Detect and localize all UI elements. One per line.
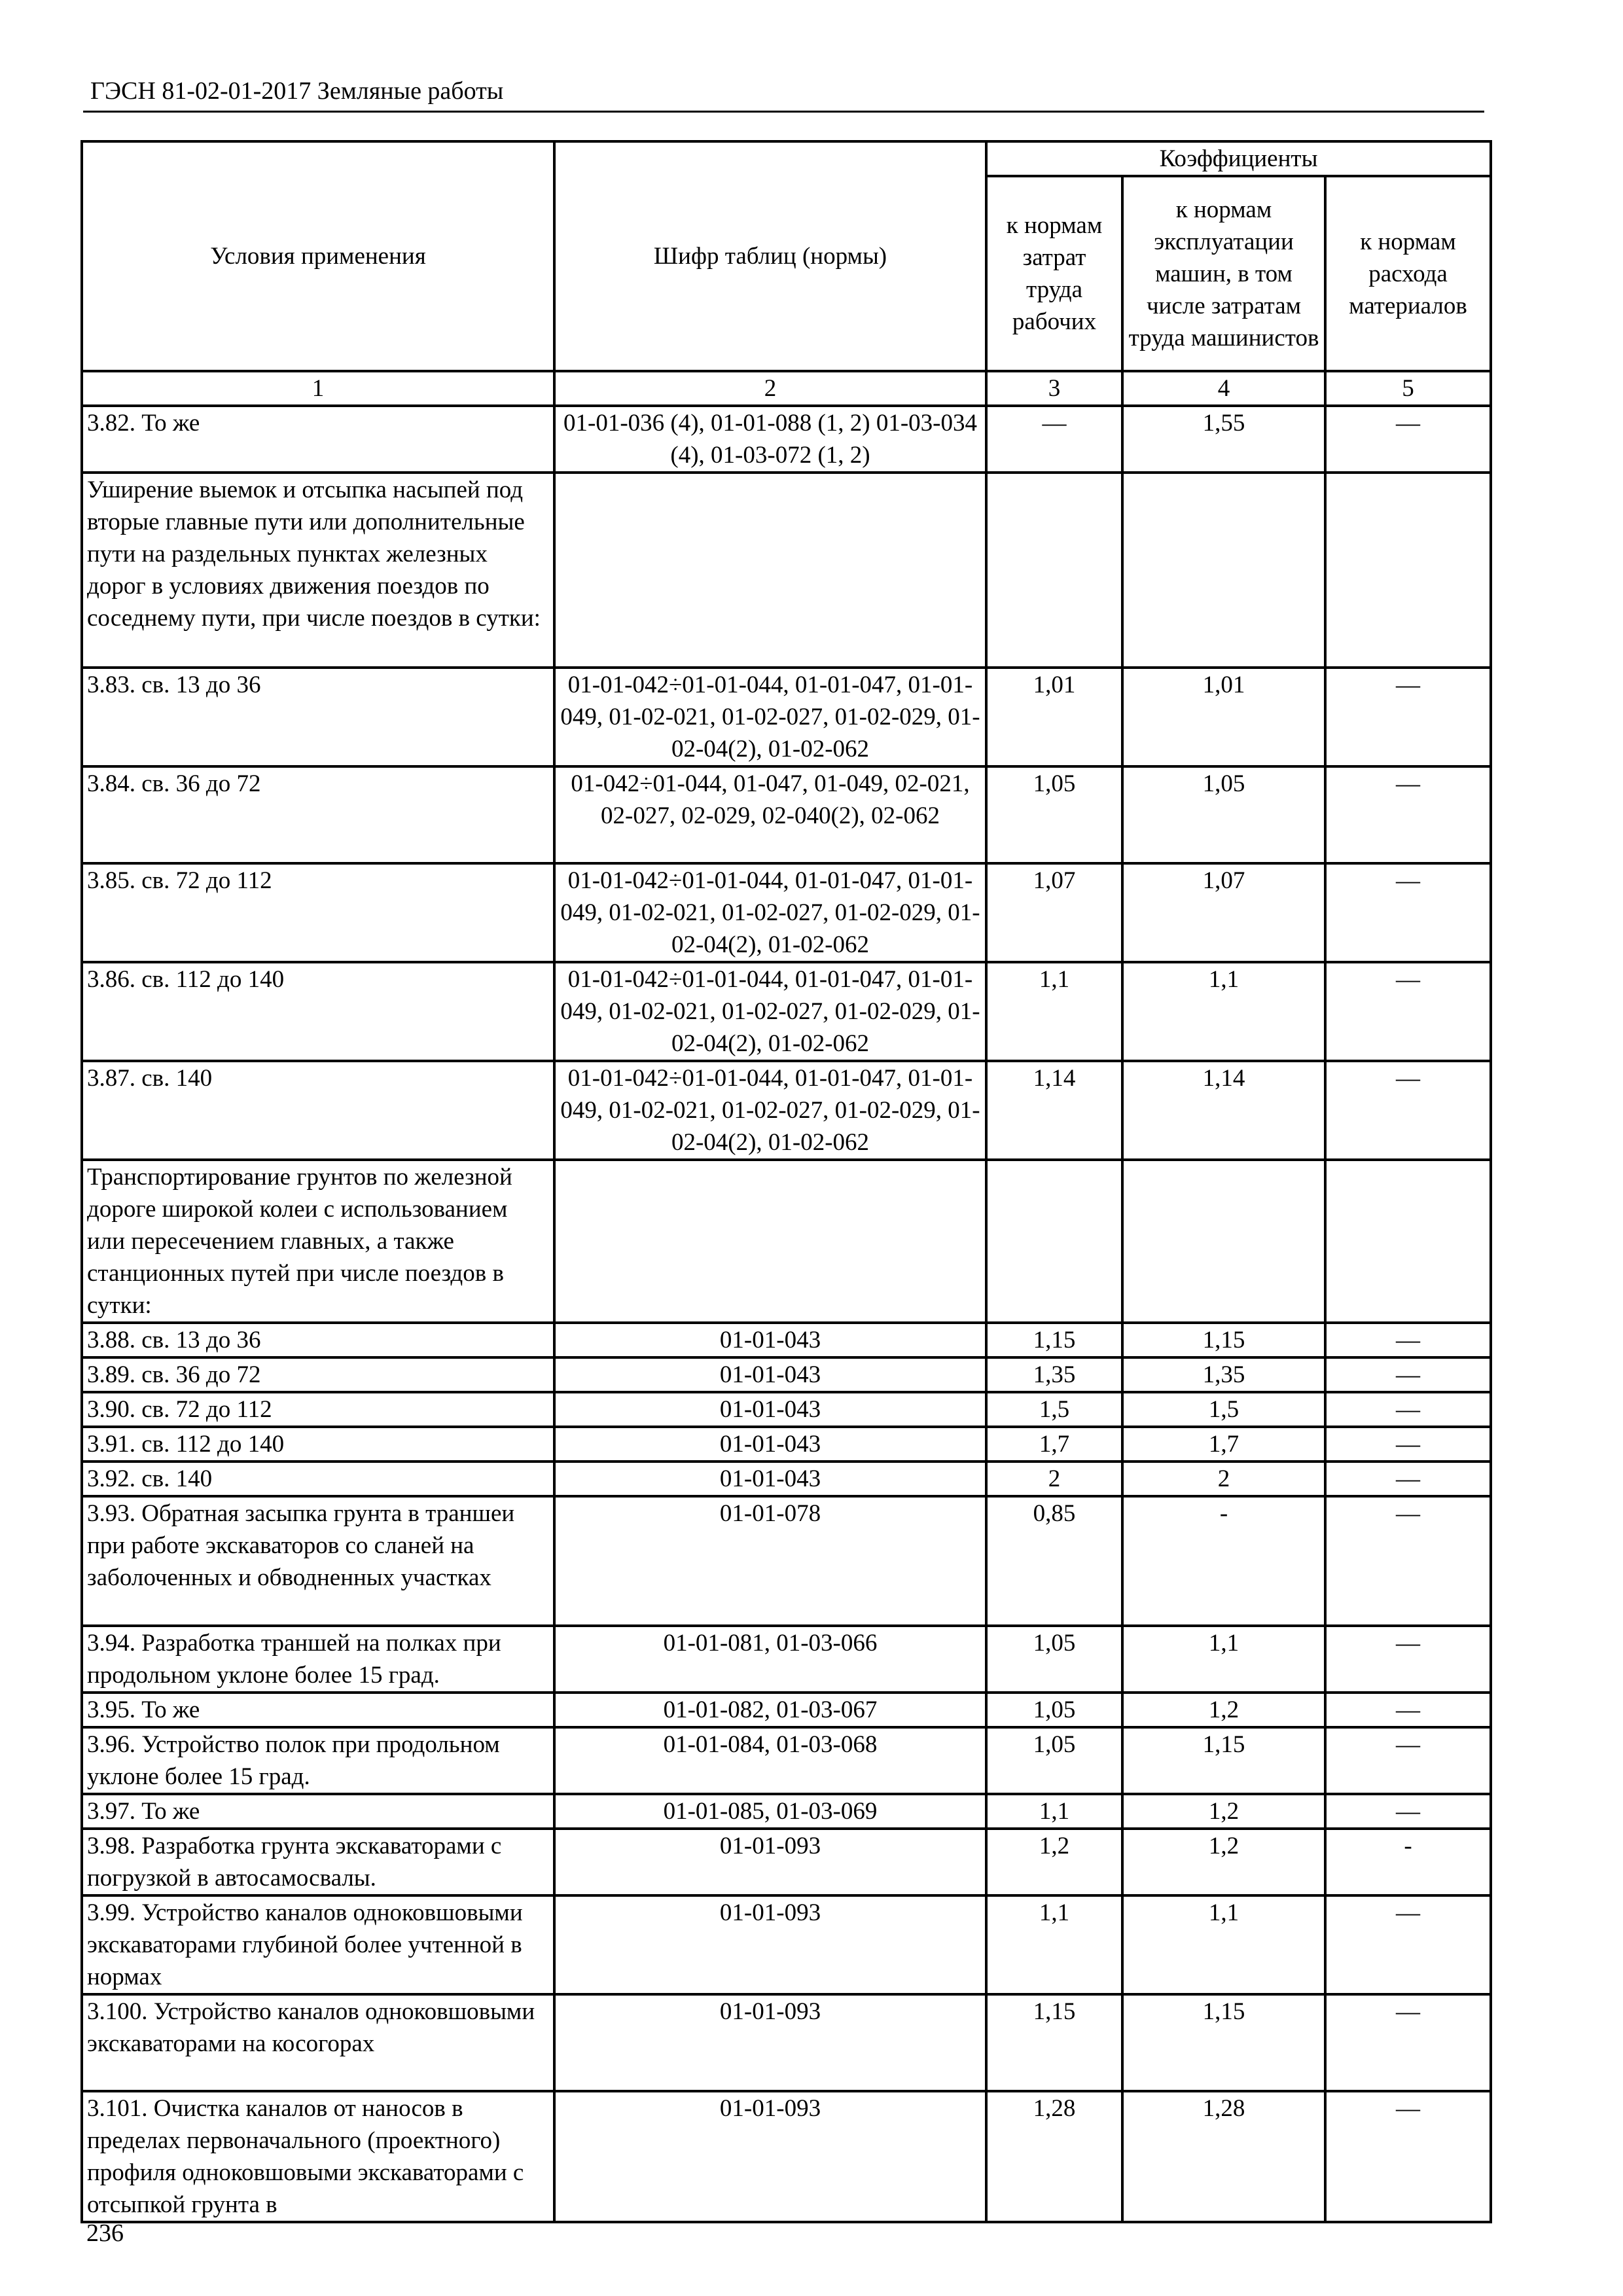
column-number: 1	[82, 371, 554, 406]
coefficients-table	[80, 140, 1492, 2223]
cell-code: 01-01-042÷01-01-044, 01-01-047, 01-01-049, 01-02-021, 01-02-027, 01-02-029, 01-02-04(2), 01-02-062	[554, 863, 986, 962]
cell-labor: 1,1	[986, 962, 1122, 1061]
cell-code: 01-01-084, 01-03-068	[554, 1727, 986, 1794]
cell-machines: 1,2	[1122, 1794, 1325, 1829]
cell-machines: 1,15	[1122, 1727, 1325, 1794]
cell-labor: 1,1	[986, 1895, 1122, 1994]
cell-code: 01-01-036 (4), 01-01-088 (1, 2) 01-03-034 (4), 01-03-072 (1, 2)	[554, 406, 986, 473]
cell-condition: 3.99. Устройство каналов одноковшовыми экскаваторами глубиной более учтенной в нормах	[82, 1895, 554, 1994]
header-code: Шифр таблиц (нормы)	[554, 141, 986, 371]
cell-materials: —	[1325, 1496, 1491, 1626]
cell-labor: 1,5	[986, 1392, 1122, 1427]
header-materials: к нормам расхода материалов	[1325, 176, 1491, 371]
cell-labor: 2	[986, 1462, 1122, 1496]
cell-labor: 1,7	[986, 1427, 1122, 1462]
column-number: 4	[1122, 371, 1325, 406]
cell-materials: —	[1325, 1323, 1491, 1357]
cell-machines	[1122, 1160, 1325, 1323]
cell-machines: 1,15	[1122, 1994, 1325, 2091]
cell-materials: —	[1325, 406, 1491, 473]
cell-materials: —	[1325, 863, 1491, 962]
cell-materials	[1325, 473, 1491, 668]
header-machines: к нормам эксплуатации машин, в том числе затратам труда машинистов	[1122, 176, 1325, 371]
cell-materials: —	[1325, 1357, 1491, 1392]
cell-labor	[986, 1160, 1122, 1323]
table-row	[82, 1427, 1491, 1462]
cell-code: 01-01-043	[554, 1427, 986, 1462]
cell-condition: Транспортирование грунтов по железной дороге широкой колеи с использованием или пересечением главных, а также станционных путей при числе поездов в сутки:	[82, 1160, 554, 1323]
table-row	[82, 1462, 1491, 1496]
cell-materials: -	[1325, 1829, 1491, 1895]
cell-labor: 1,35	[986, 1357, 1122, 1392]
cell-machines: 1,35	[1122, 1357, 1325, 1392]
table-row	[82, 1994, 1491, 2091]
cell-materials: —	[1325, 1994, 1491, 2091]
cell-materials: —	[1325, 1462, 1491, 1496]
cell-machines: 1,55	[1122, 406, 1325, 473]
cell-labor: 1,07	[986, 863, 1122, 962]
table-row	[82, 1323, 1491, 1357]
cell-condition: 3.84. св. 36 до 72	[82, 766, 554, 863]
cell-machines: 1,07	[1122, 863, 1325, 962]
cell-machines: 2	[1122, 1462, 1325, 1496]
cell-code	[554, 1160, 986, 1323]
cell-materials: —	[1325, 1392, 1491, 1427]
cell-condition: Уширение выемок и отсыпка насыпей под вторые главные пути или дополнительные пути на раздельных пунктах железных дорог в условиях движения поездов по соседнему пути, при числе поездов в сутки:	[82, 473, 554, 668]
cell-labor: 1,05	[986, 1727, 1122, 1794]
table-row	[82, 2091, 1491, 2222]
table-row	[82, 1392, 1491, 1427]
cell-condition: 3.94. Разработка траншей на полках при продольном уклоне более 15 град.	[82, 1626, 554, 1693]
table-row	[82, 1727, 1491, 1794]
cell-labor: 1,05	[986, 1626, 1122, 1693]
table-body	[82, 406, 1491, 2222]
cell-materials: —	[1325, 1895, 1491, 1994]
cell-code: 01-01-043	[554, 1462, 986, 1496]
cell-labor: —	[986, 406, 1122, 473]
cell-machines: 1,7	[1122, 1427, 1325, 1462]
cell-code: 01-01-093	[554, 1829, 986, 1895]
cell-machines: 1,1	[1122, 1895, 1325, 1994]
cell-machines: -	[1122, 1496, 1325, 1626]
cell-code: 01-01-093	[554, 1895, 986, 1994]
table-row	[82, 766, 1491, 863]
cell-condition: 3.92. св. 140	[82, 1462, 554, 1496]
table-row	[82, 1626, 1491, 1693]
cell-machines: 1,05	[1122, 766, 1325, 863]
cell-code: 01-01-085, 01-03-069	[554, 1794, 986, 1829]
cell-materials: —	[1325, 1727, 1491, 1794]
cell-materials: —	[1325, 962, 1491, 1061]
cell-condition: 3.82. То же	[82, 406, 554, 473]
cell-labor: 1,05	[986, 766, 1122, 863]
cell-machines	[1122, 473, 1325, 668]
cell-code: 01-01-078	[554, 1496, 986, 1626]
cell-labor: 1,14	[986, 1061, 1122, 1160]
cell-condition: 3.98. Разработка грунта экскаваторами с погрузкой в автосамосвалы.	[82, 1829, 554, 1895]
cell-code: 01-01-042÷01-01-044, 01-01-047, 01-01-049, 01-02-021, 01-02-027, 01-02-029, 01-02-04(2), 01-02-062	[554, 962, 986, 1061]
cell-materials	[1325, 1160, 1491, 1323]
cell-code: 01-01-043	[554, 1323, 986, 1357]
cell-labor: 1,05	[986, 1693, 1122, 1727]
cell-machines: 1,28	[1122, 2091, 1325, 2222]
cell-code: 01-01-043	[554, 1392, 986, 1427]
table-row	[82, 1160, 1491, 1323]
cell-labor: 1,01	[986, 668, 1122, 766]
cell-condition: 3.85. св. 72 до 112	[82, 863, 554, 962]
cell-condition: 3.101. Очистка каналов от наносов в пределах первоначального (проектного) профиля одноковшовыми экскаваторами с отсыпкой грунта в	[82, 2091, 554, 2222]
table-row	[82, 406, 1491, 473]
cell-code: 01-01-081, 01-03-066	[554, 1626, 986, 1693]
cell-labor: 1,2	[986, 1829, 1122, 1895]
table-row	[82, 863, 1491, 962]
cell-machines: 1,15	[1122, 1323, 1325, 1357]
cell-condition: 3.86. св. 112 до 140	[82, 962, 554, 1061]
table-row	[82, 1693, 1491, 1727]
cell-condition: 3.90. св. 72 до 112	[82, 1392, 554, 1427]
running-header: ГЭСН 81-02-01-2017 Земляные работы	[90, 77, 504, 105]
cell-machines: 1,2	[1122, 1693, 1325, 1727]
table-row	[82, 1061, 1491, 1160]
cell-machines: 1,01	[1122, 668, 1325, 766]
cell-condition: 3.88. св. 13 до 36	[82, 1323, 554, 1357]
cell-condition: 3.93. Обратная засыпка грунта в траншеи при работе экскаваторов со сланей на заболоченных и обводненных участках	[82, 1496, 554, 1626]
cell-machines: 1,2	[1122, 1829, 1325, 1895]
cell-labor: 1,1	[986, 1794, 1122, 1829]
cell-machines: 1,14	[1122, 1061, 1325, 1160]
cell-materials: —	[1325, 766, 1491, 863]
table-row	[82, 668, 1491, 766]
cell-materials: —	[1325, 2091, 1491, 2222]
cell-labor: 1,15	[986, 1994, 1122, 2091]
cell-condition: 3.87. св. 140	[82, 1061, 554, 1160]
table-row	[82, 1496, 1491, 1626]
column-number: 5	[1325, 371, 1491, 406]
cell-condition: 3.91. св. 112 до 140	[82, 1427, 554, 1462]
cell-materials: —	[1325, 1794, 1491, 1829]
cell-labor: 0,85	[986, 1496, 1122, 1626]
cell-code: 01-01-093	[554, 1994, 986, 2091]
table-row	[82, 1794, 1491, 1829]
cell-code: 01-01-043	[554, 1357, 986, 1392]
cell-code: 01-042÷01-044, 01-047, 01-049, 02-021, 02-027, 02-029, 02-040(2), 02-062	[554, 766, 986, 863]
page-number: 236	[86, 2219, 124, 2247]
cell-condition: 3.100. Устройство каналов одноковшовыми экскаваторами на косогорах	[82, 1994, 554, 2091]
cell-condition: 3.95. То же	[82, 1693, 554, 1727]
cell-condition: 3.83. св. 13 до 36	[82, 668, 554, 766]
cell-code: 01-01-042÷01-01-044, 01-01-047, 01-01-049, 01-02-021, 01-02-027, 01-02-029, 01-02-04(2), 01-02-062	[554, 668, 986, 766]
cell-labor: 1,28	[986, 2091, 1122, 2222]
column-number: 3	[986, 371, 1122, 406]
table-row	[82, 1895, 1491, 1994]
header-coefficients: Коэффициенты	[986, 141, 1491, 176]
table-row	[82, 1829, 1491, 1895]
cell-materials: —	[1325, 668, 1491, 766]
cell-labor: 1,15	[986, 1323, 1122, 1357]
column-number: 2	[554, 371, 986, 406]
header-rule	[83, 111, 1484, 113]
cell-materials: —	[1325, 1427, 1491, 1462]
cell-code: 01-01-042÷01-01-044, 01-01-047, 01-01-049, 01-02-021, 01-02-027, 01-02-029, 01-02-04(2), 01-02-062	[554, 1061, 986, 1160]
cell-materials: —	[1325, 1061, 1491, 1160]
cell-code	[554, 473, 986, 668]
cell-labor	[986, 473, 1122, 668]
table-row	[82, 1357, 1491, 1392]
cell-condition: 3.97. То же	[82, 1794, 554, 1829]
cell-code: 01-01-093	[554, 2091, 986, 2222]
cell-machines: 1,5	[1122, 1392, 1325, 1427]
cell-materials: —	[1325, 1626, 1491, 1693]
table-row	[82, 962, 1491, 1061]
cell-machines: 1,1	[1122, 962, 1325, 1061]
header-conditions: Условия применения	[82, 141, 554, 371]
cell-code: 01-01-082, 01-03-067	[554, 1693, 986, 1727]
cell-condition: 3.89. св. 36 до 72	[82, 1357, 554, 1392]
cell-materials: —	[1325, 1693, 1491, 1727]
cell-machines: 1,1	[1122, 1626, 1325, 1693]
cell-condition: 3.96. Устройство полок при продольном уклоне более 15 град.	[82, 1727, 554, 1794]
header-labor: к нормам затрат труда рабочих	[986, 176, 1122, 371]
table-row	[82, 473, 1491, 668]
